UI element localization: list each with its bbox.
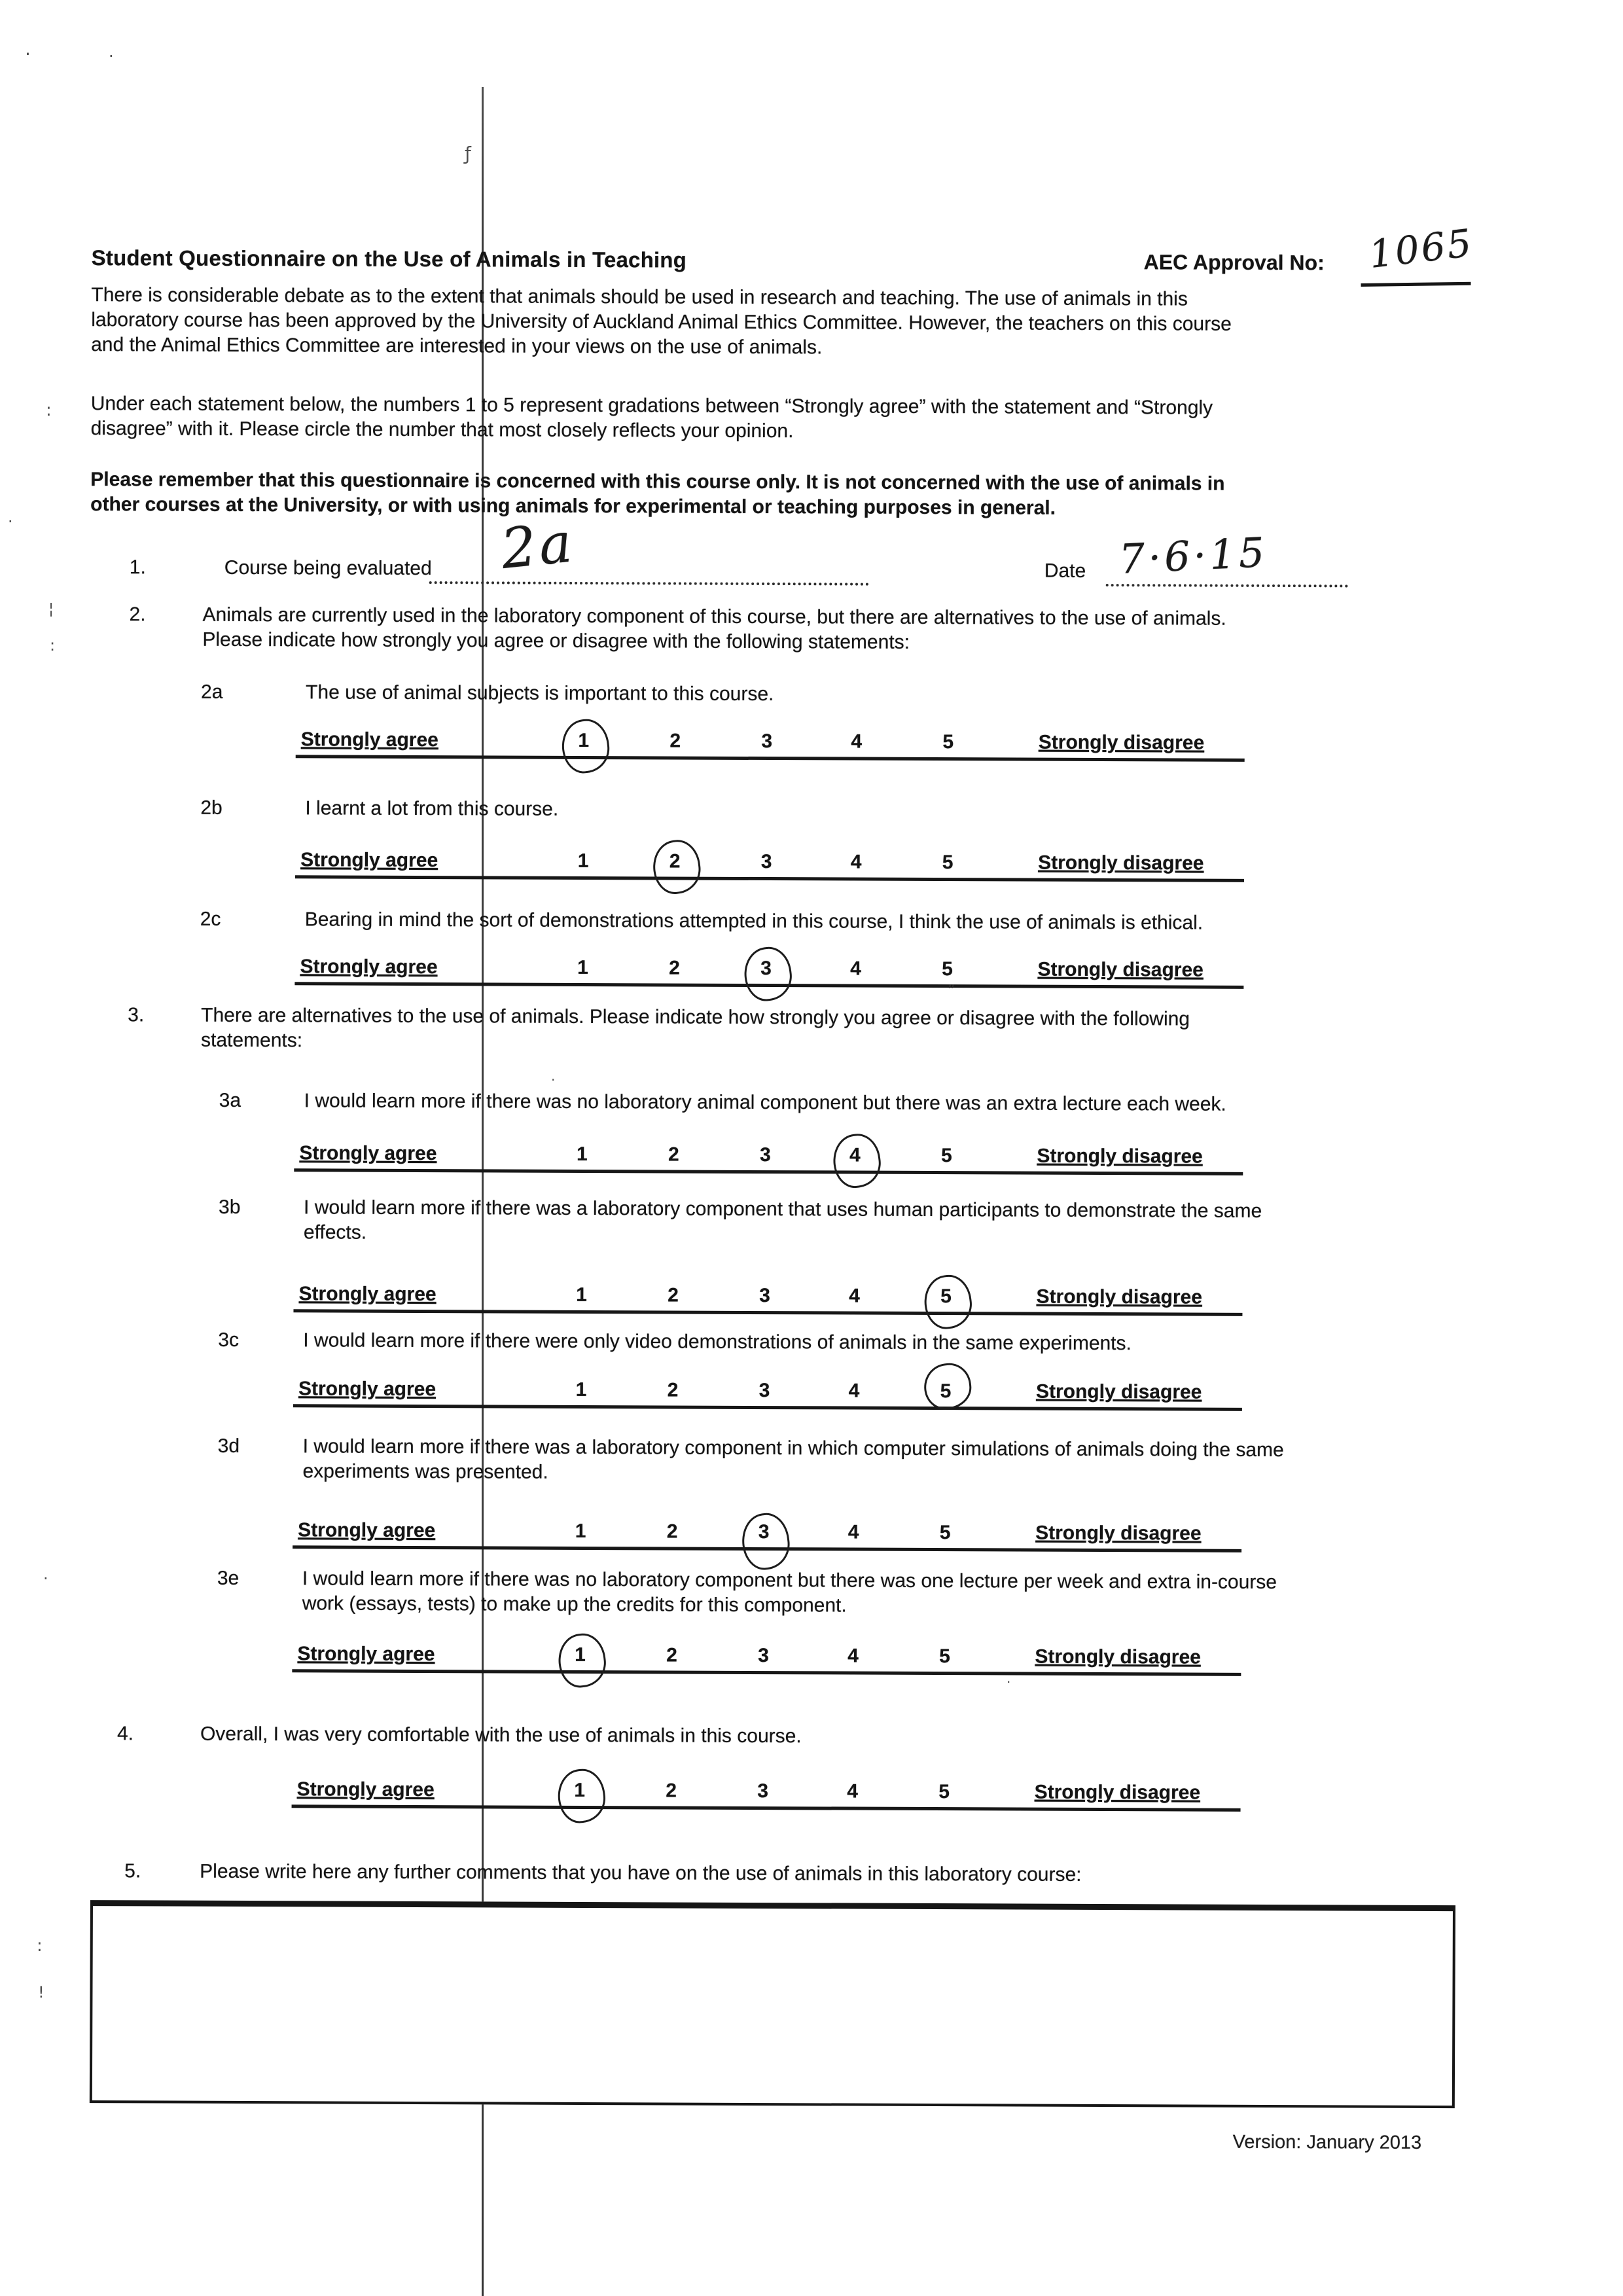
instructions-paragraph xyxy=(91,391,1213,446)
scale-right-label: Strongly disagree xyxy=(1035,1380,1202,1403)
text-line: laboratory course has been approved by the University of Auckland Animal Ethics Committee. However, the teachers on this course xyxy=(91,309,1232,335)
scale-right-label: Strongly disagree xyxy=(1035,1522,1202,1545)
item-id-3e: 3e xyxy=(217,1567,240,1589)
scale-number-1: 1 xyxy=(575,1378,587,1401)
scale-number-2: 2 xyxy=(669,850,681,872)
scale-number-1: 1 xyxy=(575,1643,586,1666)
text-line: experiments was presented. xyxy=(302,1460,548,1483)
item-id-3a: 3a xyxy=(219,1089,241,1111)
scale-right-label: Strongly disagree xyxy=(1036,1285,1203,1308)
item-id-3d: 3d xyxy=(217,1435,240,1457)
scale-left-label: Strongly agree xyxy=(298,1283,437,1306)
scale-number-2: 2 xyxy=(668,1143,679,1166)
scale-number-4: 4 xyxy=(851,730,863,753)
rating-scale-2c xyxy=(294,953,1243,989)
rating-scale-3c xyxy=(293,1375,1242,1411)
scale-number-5: 5 xyxy=(938,1781,950,1803)
rating-scale-q4 xyxy=(292,1776,1241,1812)
scan-artifact: · xyxy=(109,47,114,65)
circled-answer xyxy=(739,1511,793,1572)
scale-number-5: 5 xyxy=(939,1645,950,1668)
scale-number-3: 3 xyxy=(757,1780,769,1803)
scale-number-5: 5 xyxy=(939,1522,951,1544)
scale-number-2: 2 xyxy=(666,1644,677,1666)
text-line: I would learn more if there was no laboratory animal component but there was an extra lecture each week. xyxy=(304,1090,1226,1115)
scale-number-1: 1 xyxy=(574,1779,586,1801)
rating-scale-3d xyxy=(293,1516,1241,1552)
scale-number-5: 5 xyxy=(942,852,954,874)
text-line: The use of animal subjects is important to this course. xyxy=(306,681,774,706)
q3-number: 3. xyxy=(128,1004,145,1026)
item-text-3e xyxy=(302,1566,1277,1620)
scale-number-3: 3 xyxy=(758,1380,770,1402)
course-value-handwritten: 2a xyxy=(498,510,578,582)
scale-left-label: Strongly agree xyxy=(298,1378,437,1401)
text-line: I would learn more if there was a laboratory component that uses human participants to demonstrate the same xyxy=(304,1196,1262,1222)
text-line: other courses at the University, or with using animals for experimental or teaching purposes in general. xyxy=(90,493,1056,519)
scale-number-2: 2 xyxy=(666,1780,677,1802)
item-text-2c xyxy=(305,907,1204,935)
scale-number-1: 1 xyxy=(575,1520,586,1542)
scan-artifact: ” xyxy=(948,983,955,999)
scale-number-1: 1 xyxy=(578,729,590,752)
text-line: Overall, I was very comfortable with the use of animals in this course. xyxy=(200,1723,802,1748)
scale-number-5: 5 xyxy=(942,958,953,980)
scale-number-5: 5 xyxy=(940,1285,952,1308)
circled-answer xyxy=(921,1272,974,1331)
scale-number-3: 3 xyxy=(758,1645,769,1667)
aec-underline xyxy=(1361,282,1471,287)
date-label: Date xyxy=(1044,560,1086,582)
scale-left-label: Strongly agree xyxy=(297,1643,435,1666)
text-line: There are alternatives to the use of animals. Please indicate how strongly you agree or disagree with the following xyxy=(201,1004,1190,1030)
q1-label: Course being evaluated xyxy=(224,556,432,580)
item-text-3d xyxy=(302,1434,1283,1488)
aec-approval-label: AEC Approval No: xyxy=(1143,250,1325,275)
scale-number-2: 2 xyxy=(666,1520,678,1543)
text-line: I would learn more if there was a laboratory component in which computer simulations of animals doing the same xyxy=(302,1435,1284,1462)
circled-answer xyxy=(830,1132,883,1191)
scale-number-1: 1 xyxy=(577,956,588,978)
q2-text xyxy=(202,603,1226,656)
scale-number-3: 3 xyxy=(758,1521,770,1543)
page-title: Student Questionnaire on the Use of Animals in Teaching xyxy=(91,245,687,272)
scan-artifact: ¦ xyxy=(48,600,54,618)
circled-answer xyxy=(741,944,794,1003)
scale-number-4: 4 xyxy=(848,1380,860,1402)
text-line: Please remember that this questionnaire is concerned with this course only. It is not concerned with the use of animals in xyxy=(90,469,1225,495)
rating-scale-3e xyxy=(292,1640,1241,1676)
date-value-handwritten: 7·6·15 xyxy=(1118,528,1269,584)
scan-artifact: ! xyxy=(38,1983,45,2001)
scale-number-3: 3 xyxy=(760,851,772,873)
circled-answer xyxy=(556,1631,609,1690)
text-line: Under each statement below, the numbers 1 to 5 represent gradations between “Strongly agree” with the statement and “Strongly xyxy=(90,393,1213,419)
q1-number: 1. xyxy=(129,556,146,579)
scale-right-label: Strongly disagree xyxy=(1034,1781,1201,1804)
scale-number-5: 5 xyxy=(940,1145,952,1167)
scale-right-label: Strongly disagree xyxy=(1037,1145,1203,1168)
text-line: I learnt a lot from this course. xyxy=(305,797,559,820)
text-line: and the Animal Ethics Committee are interested in your views on the use of animals. xyxy=(91,334,823,359)
item-text-3c xyxy=(303,1328,1132,1356)
scale-number-4: 4 xyxy=(847,1521,859,1543)
version-note: Version: January 2013 xyxy=(1232,2131,1422,2153)
scale-number-2: 2 xyxy=(667,1379,679,1401)
text-line: Bearing in mind the sort of demonstrations attempted in this course, I think the use of animals is ethical. xyxy=(304,908,1204,934)
scale-number-3: 3 xyxy=(760,958,772,980)
scale-number-4: 4 xyxy=(847,1645,859,1667)
scale-number-1: 1 xyxy=(577,850,589,872)
scale-right-label: Strongly disagree xyxy=(1038,731,1205,754)
text-line: Animals are currently used in the laboratory component of this course, but there are alternatives to the use of animals. xyxy=(202,603,1226,630)
item-text-3a xyxy=(304,1088,1226,1117)
scale-number-3: 3 xyxy=(761,730,773,753)
scale-number-4: 4 xyxy=(850,958,861,980)
scale-number-1: 1 xyxy=(576,1283,587,1306)
q5-text xyxy=(200,1859,1082,1888)
text-line: I would learn more if there were only video demonstrations of animals in the same experiments. xyxy=(303,1329,1132,1355)
scale-left-label: Strongly agree xyxy=(300,728,438,751)
scale-left-label: Strongly agree xyxy=(300,849,438,872)
scale-number-4: 4 xyxy=(847,1780,859,1803)
text-line: disagree” with it. Please circle the number that most closely reflects your opinion. xyxy=(90,418,794,442)
q3-text xyxy=(201,1003,1190,1057)
scale-number-3: 3 xyxy=(759,1285,770,1307)
circled-answer xyxy=(555,1767,608,1825)
scale-number-2: 2 xyxy=(669,730,681,752)
item-text-3b xyxy=(304,1195,1262,1249)
scale-number-4: 4 xyxy=(849,1285,860,1307)
scan-artifact: : xyxy=(37,1936,43,1956)
item-id-2c: 2c xyxy=(200,908,221,930)
scale-right-label: Strongly disagree xyxy=(1035,1645,1201,1668)
emphasis-note xyxy=(90,467,1224,522)
scan-artifact: . xyxy=(25,38,31,60)
item-id-2b: 2b xyxy=(200,797,223,819)
aec-approval-value-handwritten: 1065 xyxy=(1366,220,1476,278)
scale-number-2: 2 xyxy=(669,957,680,979)
circled-answer xyxy=(650,838,703,897)
scan-artifact: · xyxy=(43,1570,48,1588)
scale-left-label: Strongly agree xyxy=(299,1142,437,1165)
text-line: statements: xyxy=(200,1029,303,1052)
item-text-2a xyxy=(306,680,774,707)
scan-artifact: : xyxy=(46,401,52,420)
q4-number: 4. xyxy=(116,1723,134,1745)
rating-scale-3a xyxy=(294,1139,1243,1175)
rating-scale-2b xyxy=(295,846,1244,882)
comments-box xyxy=(90,1900,1455,2108)
scale-number-4: 4 xyxy=(849,1144,861,1166)
scan-artifact: ƒ xyxy=(465,143,471,164)
intro-paragraph xyxy=(91,283,1232,362)
scale-number-2: 2 xyxy=(668,1284,679,1306)
text-line: I would learn more if there was no laboratory component but there was one lecture per week and extra in-course xyxy=(302,1568,1277,1594)
circled-answer xyxy=(559,717,612,776)
q2-number: 2. xyxy=(129,603,146,626)
text-line: Please indicate how strongly you agree or disagree with the following statements: xyxy=(202,628,910,653)
scale-left-label: Strongly agree xyxy=(298,1519,436,1542)
scan-artifact: : xyxy=(50,636,56,655)
rating-scale-3b xyxy=(293,1280,1242,1316)
item-id-3b: 3b xyxy=(219,1196,241,1218)
circled-answer xyxy=(921,1361,974,1412)
scale-number-4: 4 xyxy=(850,851,862,873)
q4-text xyxy=(200,1722,802,1749)
scan-artifact: · xyxy=(551,1072,556,1088)
scan-artifact: . xyxy=(8,508,13,526)
text-line: work (essays, tests) to make up the credits for this component. xyxy=(302,1592,847,1617)
item-id-3c: 3c xyxy=(218,1329,240,1351)
scale-left-label: Strongly agree xyxy=(296,1778,435,1801)
text-line: There is considerable debate as to the extent that animals should be used in research and teaching. The use of animals in this xyxy=(91,284,1188,310)
text-line: Please write here any further comments that you have on the use of animals in this laboratory course: xyxy=(200,1860,1082,1886)
item-text-2b xyxy=(305,796,558,821)
scale-number-3: 3 xyxy=(759,1144,771,1166)
scale-right-label: Strongly disagree xyxy=(1038,852,1204,874)
item-id-2a: 2a xyxy=(201,681,223,703)
q5-number: 5. xyxy=(124,1860,141,1882)
scale-right-label: Strongly disagree xyxy=(1037,958,1204,981)
scan-artifact: · xyxy=(1007,1674,1011,1690)
scale-number-5: 5 xyxy=(942,731,954,753)
scale-left-label: Strongly agree xyxy=(300,956,438,978)
course-dotted-line xyxy=(429,559,869,586)
text-line: effects. xyxy=(303,1221,367,1244)
rating-scale-2a xyxy=(296,726,1245,762)
scale-number-5: 5 xyxy=(940,1380,952,1403)
scale-number-1: 1 xyxy=(576,1143,588,1165)
